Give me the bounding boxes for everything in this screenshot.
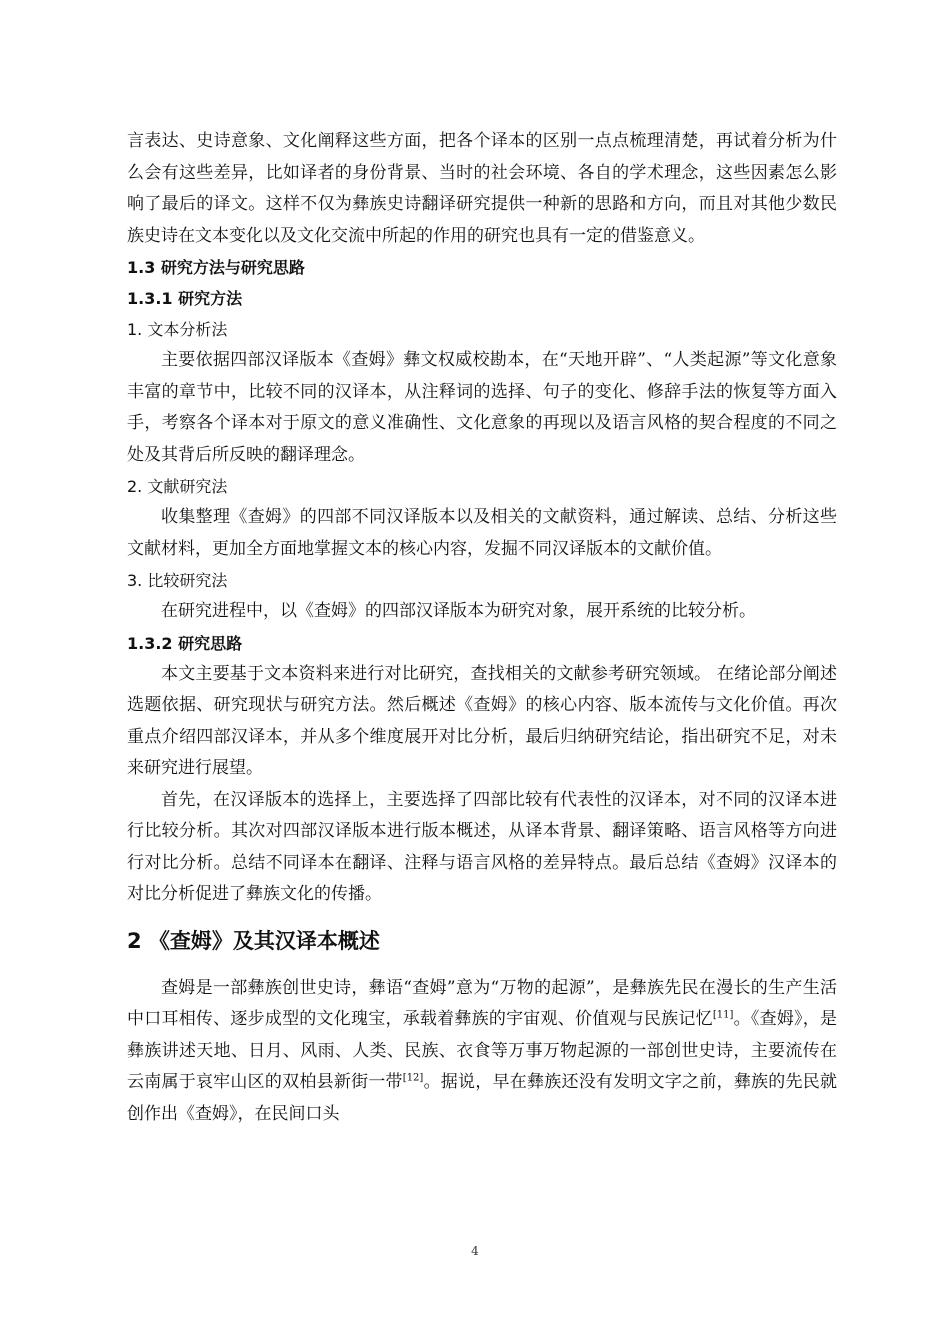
method-label-text-analysis: 1. 文本分析法 <box>127 320 228 339</box>
chapter-2-text-part-3: 。据说，早在彝族还没有发明文字之前，彝族的先民就创作出《查姆》，在民间口头 <box>127 1072 838 1124</box>
subsection-heading-1-3-2: 1.3.2 研究思路 <box>127 633 243 653</box>
research-approach-paragraph-2: 首先，在汉译版本的选择上，主要选择了四部比较有代表性的汉译本，对不同的汉译本进行比较分析。其次对四部汉译版本进行版本概述，从译本背景、翻译策略、语言风格等方向进行对比分析。总结不同译本在翻译、注释与语言风格的差异特点。最后总结《查姆》汉译本的对比分析促进了彝族文化的传播。 <box>127 789 837 904</box>
section-heading-1-3: 1.3 研究方法与研究思路 <box>127 258 305 277</box>
method-paragraph-comparative: 在研究进程中，以《查姆》的四部汉译版本为研究对象，展开系统的比较分析。 <box>161 601 756 621</box>
chapter-2-paragraph <box>127 973 837 1131</box>
citation-ref-12: [12] <box>402 1072 424 1084</box>
research-approach-paragraph-1: 本文主要基于文本资料来进行对比研究，查找相关的文献参考研究领域。 在绪论部分阐述选题依据、研究现状与研究方法。然后概述《查姆》的核心内容、版本流传与文化价值。再次重点介绍四部汉译本，并从多个维度展开对比分析，最后归纳研究结论，指出研究不足，对未来研究进行展望。 <box>127 663 837 778</box>
page-number: 4 <box>471 1244 479 1258</box>
chapter-heading-2: 2 《查姆》及其汉译本概述 <box>127 928 380 953</box>
chapter-2-text-part-2: 。《查姆》，是彝族讲述天地、日月、风雨、人类、民族、衣食等万事万物起源的一部创世史诗，主要流传在云南属于哀牢山区的双柏县新街一带 <box>127 1009 838 1092</box>
method-paragraph-literature: 收集整理《查姆》的四部不同汉译版本以及相关的文献资料，通过解读、总结、分析这些文献材料，更加全方面地掌握文本的核心内容，发掘不同汉译版本的文献价值。 <box>127 507 837 559</box>
citation-ref-11: [11] <box>712 1009 734 1021</box>
subsection-heading-1-3-1: 1.3.1 研究方法 <box>127 289 243 308</box>
intro-paragraph: 言表达、史诗意象、文化阐释这些方面，把各个译本的区别一点点梳理清楚，再试着分析为什么会有这些差异，比如译者的身份背景、当时的社会环境、各自的学术理念，这些因素怎么影响了最后的译文。这样不仅为彝族史诗翻译研究提供一种新的思路和方向，而且对其他少数民族史诗在文本变化以及文化交流中所起的作用的研究也具有一定的借鉴意义。 <box>127 131 837 246</box>
chapter-2-text-part-1: 查姆是一部彝族创世史诗，彝语“查姆”意为“万物的起源”，是彝族先民在漫长的生产生活中口耳相传、逐步成型的文化瑰宝，承载着彝族的宇宙观、价值观与民族记忆 <box>127 977 837 1029</box>
method-paragraph-text-analysis: 主要依据四部汉译版本《查姆》彝文权威校勘本，在“天地开辟”、“人类起源”等文化意象丰富的章节中，比较不同的汉译本，从注释词的选择、句子的变化、修辞手法的恢复等方面入手，考察各个译本对于原文的意义准确性、文化意象的再现以及语言风格的契合程度的不同之处及其背后所反映的翻译理念。 <box>127 350 837 465</box>
page-content <box>127 126 837 1130</box>
method-label-comparative: 3. 比较研究法 <box>127 571 228 590</box>
method-label-literature: 2. 文献研究法 <box>127 477 228 496</box>
